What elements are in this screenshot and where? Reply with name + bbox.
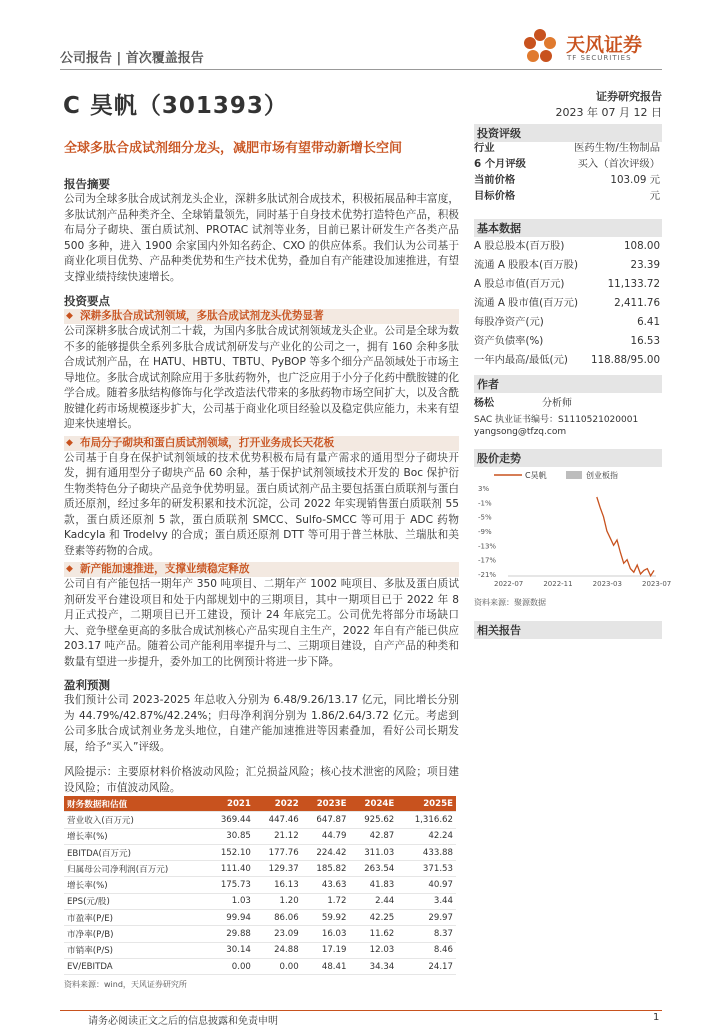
point-3-text: 公司自有产能包括一期年产 350 吨项目、二期年产 1002 吨项目、多肽及蛋白质试剂研发平台建设项目和处于内部规划中的三期项目，其中一期项目已于 2022 年 8 月正式投产，二期项目已开工建设，预计 24 年底完工。公司优先将部分市场缺口大、竞争壁垒更高的多肽合成试剂核心产品实现自主生产，2022 年自有产能已供应 203.17 吨产品。随着公司产能利用率提升与二、三期项目建设，自产产品的种类和数量有望进一步提升，委外加工的比例预计将进一步下降。 <box>64 578 459 668</box>
rating-label: 6 个月评级 <box>474 158 526 170</box>
table-cell: 市销率(P/S) <box>64 942 206 958</box>
table-cell: 增长率(%) <box>64 877 206 893</box>
rating-value: 医药生物/生物制品 <box>574 142 660 154</box>
x-tick-label: 2023-03 <box>592 580 622 588</box>
header-divider <box>60 69 662 70</box>
rating-label: 当前价格 <box>474 174 516 186</box>
summary-title: 报告摘要 <box>64 177 110 191</box>
table-cell: 86.06 <box>254 910 302 926</box>
basic-label: A 股总市值(百万元) <box>474 278 565 290</box>
author-title: 作者 <box>474 375 662 393</box>
table-cell: 29.97 <box>397 910 456 926</box>
table-cell: 1,316.62 <box>397 812 456 828</box>
table-row <box>64 958 456 974</box>
basic-row <box>474 238 660 254</box>
table-cell: 177.76 <box>254 844 302 860</box>
basic-row <box>474 352 660 368</box>
rating-label: 行业 <box>474 142 495 154</box>
basic-row <box>474 276 660 292</box>
table-cell: 30.85 <box>206 828 254 844</box>
basic-row <box>474 333 660 349</box>
table-cell: 34.34 <box>349 958 397 974</box>
y-tick-label: -9% <box>478 528 492 536</box>
fin-header-cell: 2022 <box>254 796 302 812</box>
company-name: C 昊帆（301393） <box>63 93 288 119</box>
rating-value: 买入（首次评级） <box>577 158 660 170</box>
table-cell: 369.44 <box>206 812 254 828</box>
table-cell: 224.42 <box>302 844 350 860</box>
report-date: 2023 年 07 月 12 日 <box>555 106 662 119</box>
table-cell: 185.82 <box>302 861 350 877</box>
fin-header-cell: 2023E <box>302 796 350 812</box>
table-cell: EBITDA(百万元) <box>64 844 206 860</box>
table-cell: 市盈率(P/E) <box>64 910 206 926</box>
basic-row <box>474 295 660 311</box>
series-line-1 <box>597 497 654 576</box>
x-axis <box>494 580 671 588</box>
basic-value: 6.41 <box>637 316 660 328</box>
table-cell: 0.00 <box>254 958 302 974</box>
table-cell: 42.25 <box>349 910 397 926</box>
basic-label: A 股总股本(百万股) <box>474 240 565 252</box>
financial-source: 资料来源：wind，天风证券研究所 <box>64 980 187 990</box>
rating-value: 元 <box>649 190 660 202</box>
x-tick-label: 2022-11 <box>543 580 573 588</box>
table-cell: 17.19 <box>302 942 350 958</box>
rating-row <box>474 188 660 204</box>
table-cell: 23.09 <box>254 926 302 942</box>
table-cell: 40.97 <box>397 877 456 893</box>
legend-swatch-series-2 <box>566 471 582 479</box>
report-category: 公司报告 | 首次覆盖报告 <box>60 51 204 66</box>
table-row <box>64 844 456 860</box>
table-cell: EPS(元/股) <box>64 893 206 909</box>
table-cell: 647.87 <box>302 812 350 828</box>
table-cell: 11.62 <box>349 926 397 942</box>
rating-row <box>474 172 660 188</box>
rating-title: 投资评级 <box>474 124 662 142</box>
table-cell: 48.41 <box>302 958 350 974</box>
basic-row <box>474 257 660 273</box>
point-2-text: 公司基于自身在保护试剂领域的技术优势积极布局有量产需求的通用型分子砌块开发，拥有通用型分子砌块产品 60 余种，基于保护试剂领域技术开发的 Boc 保护衍生物类特色分子砌块产品竞争优势明显。蛋白质试剂产品主要包括蛋白质联剂与蛋白质还原剂，经过多年的研发积累和技术沉淀，公司 2022 年实现销售蛋白质联剂 55 款，蛋白质还原剂 5 款，蛋白质联剂 SMCC、Sulfo-SMCC 等可用于 ADC 药物 Kadcyla 和 Trodelvy 的合成；蛋白质还原剂 DTT 等可用于普兰林肽、兰瑞肽和美登素等药物的合成。 <box>64 451 459 557</box>
risk-text: 风险提示：主要原材料价格波动风险；汇兑损益风险；核心技术泄密的风险；项目建设风险；市值波动风险。 <box>64 766 459 794</box>
table-cell: 21.12 <box>254 828 302 844</box>
table-cell: 44.79 <box>302 828 350 844</box>
y-tick-label: 3% <box>478 485 490 493</box>
table-row <box>64 942 456 958</box>
table-cell: 129.37 <box>254 861 302 877</box>
fin-header-cell: 2021 <box>206 796 254 812</box>
basic-value: 23.39 <box>630 259 660 271</box>
table-cell: 433.88 <box>397 844 456 860</box>
x-tick-label: 2023-07 <box>642 580 672 588</box>
fin-header-cell: 2025E <box>397 796 456 812</box>
table-row <box>64 910 456 926</box>
stock-chart-source: 资料来源：聚源数据 <box>474 598 546 607</box>
main-column <box>64 176 459 796</box>
report-headline: 全球多肽合成试剂细分龙头，减肥市场有望带动新增长空间 <box>64 141 403 156</box>
financial-table <box>64 796 456 975</box>
summary-text: 公司为全球多肽合成试剂龙头企业，深耕多肽试剂合成技术，积极拓展品种丰富度，多肽试剂产品种类齐全、全球销量领先，同时基于自身技术优势打造特色产品，积极布局分子砌块、蛋白质试剂、PROTAC 试剂等业务，目前已累计研发生产各类产品 500 多种，进入 1900 余家国内外知名药企、CXO 的供应体系。我们认为公司基于商业化项目优势、产品种类优势和生产技术优势，叠加自有产能建设加速推进，有望支撑业绩持续快速增长。 <box>64 193 459 283</box>
financial-table-wrap <box>64 796 456 990</box>
table-row <box>64 812 456 828</box>
basic-row <box>474 314 660 330</box>
table-cell: 311.03 <box>349 844 397 860</box>
investment-title: 投资要点 <box>64 294 110 308</box>
basic-label: 每股净资产(元) <box>474 316 544 328</box>
table-cell: 3.44 <box>397 893 456 909</box>
table-cell: 16.03 <box>302 926 350 942</box>
basic-value: 118.88/95.00 <box>591 354 660 366</box>
footer-disclaimer: 请务必阅读正文之后的信息披露和免责申明 <box>88 1016 278 1027</box>
report-type: 证券研究报告 <box>596 90 662 103</box>
series-lines <box>597 497 654 576</box>
table-cell: 0.00 <box>206 958 254 974</box>
author-email[interactable]: yangsong@tfzq.com <box>474 427 567 437</box>
financial-header-row <box>64 796 456 812</box>
logo-mark-icon <box>520 26 560 66</box>
stock-chart-svg <box>474 466 672 590</box>
author-license: SAC 执业证书编号：S1110521020001 <box>474 415 639 425</box>
table-row <box>64 893 456 909</box>
stock-chart <box>474 466 672 590</box>
related-title: 相关报告 <box>474 621 662 639</box>
point-2-heading: ◆ 布局分子砌块和蛋白质试剂领域，打开业务成长天花板 <box>64 436 459 451</box>
table-row <box>64 861 456 877</box>
table-cell: 1.03 <box>206 893 254 909</box>
table-cell: 12.03 <box>349 942 397 958</box>
author-line <box>474 394 662 409</box>
table-cell: 30.14 <box>206 942 254 958</box>
logo-sub: TF SECURITIES <box>567 54 632 62</box>
table-cell: 152.10 <box>206 844 254 860</box>
table-cell: 29.88 <box>206 926 254 942</box>
fin-header-cell: 2024E <box>349 796 397 812</box>
basic-value: 16.53 <box>630 335 660 347</box>
basic-label: 流通 A 股股本(百万股) <box>474 259 578 271</box>
company-logo <box>520 24 662 68</box>
table-row <box>64 828 456 844</box>
x-tick-label: 2022-07 <box>494 580 524 588</box>
basic-title: 基本数据 <box>474 219 662 237</box>
y-tick-label: -1% <box>478 499 492 508</box>
table-cell: EV/EBITDA <box>64 958 206 974</box>
table-cell: 8.46 <box>397 942 456 958</box>
table-cell: 371.53 <box>397 861 456 877</box>
author-block <box>474 394 662 437</box>
rating-label: 目标价格 <box>474 190 516 202</box>
table-cell: 2.44 <box>349 893 397 909</box>
table-cell: 59.92 <box>302 910 350 926</box>
basic-value: 11,133.72 <box>607 278 660 290</box>
table-cell: 42.24 <box>397 828 456 844</box>
table-cell: 43.63 <box>302 877 350 893</box>
author-role: 分析师 <box>542 398 572 409</box>
forecast-title: 盈利预测 <box>64 678 110 692</box>
table-cell: 925.62 <box>349 812 397 828</box>
footer-divider <box>60 1010 662 1011</box>
table-cell: 16.13 <box>254 877 302 893</box>
table-row <box>64 877 456 893</box>
stock-chart-title: 股价走势 <box>474 449 662 467</box>
fin-header-cell: 财务数据和估值 <box>64 796 206 812</box>
table-cell: 41.83 <box>349 877 397 893</box>
forecast-text: 我们预计公司 2023-2025 年总收入分别为 6.48/9.26/13.17 亿元，同比增长分别为 44.79%/42.87%/42.24%；归母净利润分别为 1.86/2.64/3.72 亿元。考虑到公司多肽合成试剂业务龙头地位，自建产能加速推进等因素叠加，看好公司长期发展，给予“买入”评级。 <box>64 694 459 753</box>
table-row <box>64 926 456 942</box>
table-cell: 263.54 <box>349 861 397 877</box>
table-cell: 归属母公司净利润(百万元) <box>64 861 206 877</box>
point-1-text: 公司深耕多肽合成试剂二十载，为国内多肽合成试剂领域龙头企业。公司是全球为数不多的能够提供全系列多肽合成试剂研发与产业化的公司之一，拥有 160 余种多肽合成试剂产品，在 HATU、HBTU、TBTU、PyBOP 等多个细分产品领域处于市场主导地位。多肽合成试剂除应用于多肽药物外，也广泛应用于小分子化药中酰胺键的化学合成。随着多肽结构修饰与化学改造法代带来的多肽药物市场空间扩大，以及含酰胺键化药市场规模逐步扩大，公司基于商业化项目经验以及稳定供应能力，未来有望迎来快速增长。 <box>64 325 459 430</box>
page-number: 1 <box>653 1012 660 1023</box>
table-cell: 24.17 <box>397 958 456 974</box>
table-cell: 24.88 <box>254 942 302 958</box>
table-cell: 8.37 <box>397 926 456 942</box>
table-cell: 增长率(%) <box>64 828 206 844</box>
y-tick-label: -21% <box>478 571 497 579</box>
point-3-heading: ◆ 新产能加速推进，支撑业绩稳定释放 <box>64 562 459 577</box>
table-cell: 447.46 <box>254 812 302 828</box>
y-tick-label: -5% <box>478 513 492 522</box>
basic-label: 一年内最高/最低(元) <box>474 354 568 366</box>
basic-value: 108.00 <box>623 240 660 252</box>
table-cell: 市净率(P/B) <box>64 926 206 942</box>
table-cell: 1.72 <box>302 893 350 909</box>
legend-label-series-2: 创业板指 <box>586 471 618 480</box>
basic-label: 资产负债率(%) <box>474 335 544 347</box>
legend-label-series-1: C昊帆 <box>525 471 547 480</box>
table-cell: 175.73 <box>206 877 254 893</box>
author-name: 杨松 <box>474 398 494 409</box>
table-cell: 111.40 <box>206 861 254 877</box>
table-cell: 1.20 <box>254 893 302 909</box>
legend <box>494 470 618 480</box>
basic-label: 流通 A 股市值(百万元) <box>474 297 578 309</box>
y-tick-label: -13% <box>478 542 497 551</box>
logo-name: 天风证券 <box>566 34 643 56</box>
table-cell: 99.94 <box>206 910 254 926</box>
table-cell: 营业收入(百万元) <box>64 812 206 828</box>
rating-row <box>474 140 660 156</box>
y-tick-label: -17% <box>478 556 497 565</box>
table-cell: 42.87 <box>349 828 397 844</box>
rating-value: 103.09 元 <box>610 174 660 186</box>
point-1-heading: ◆ 深耕多肽合成试剂领域，多肽合成试剂龙头优势显著 <box>64 309 459 324</box>
rating-row <box>474 156 660 172</box>
basic-value: 2,411.76 <box>614 297 660 309</box>
